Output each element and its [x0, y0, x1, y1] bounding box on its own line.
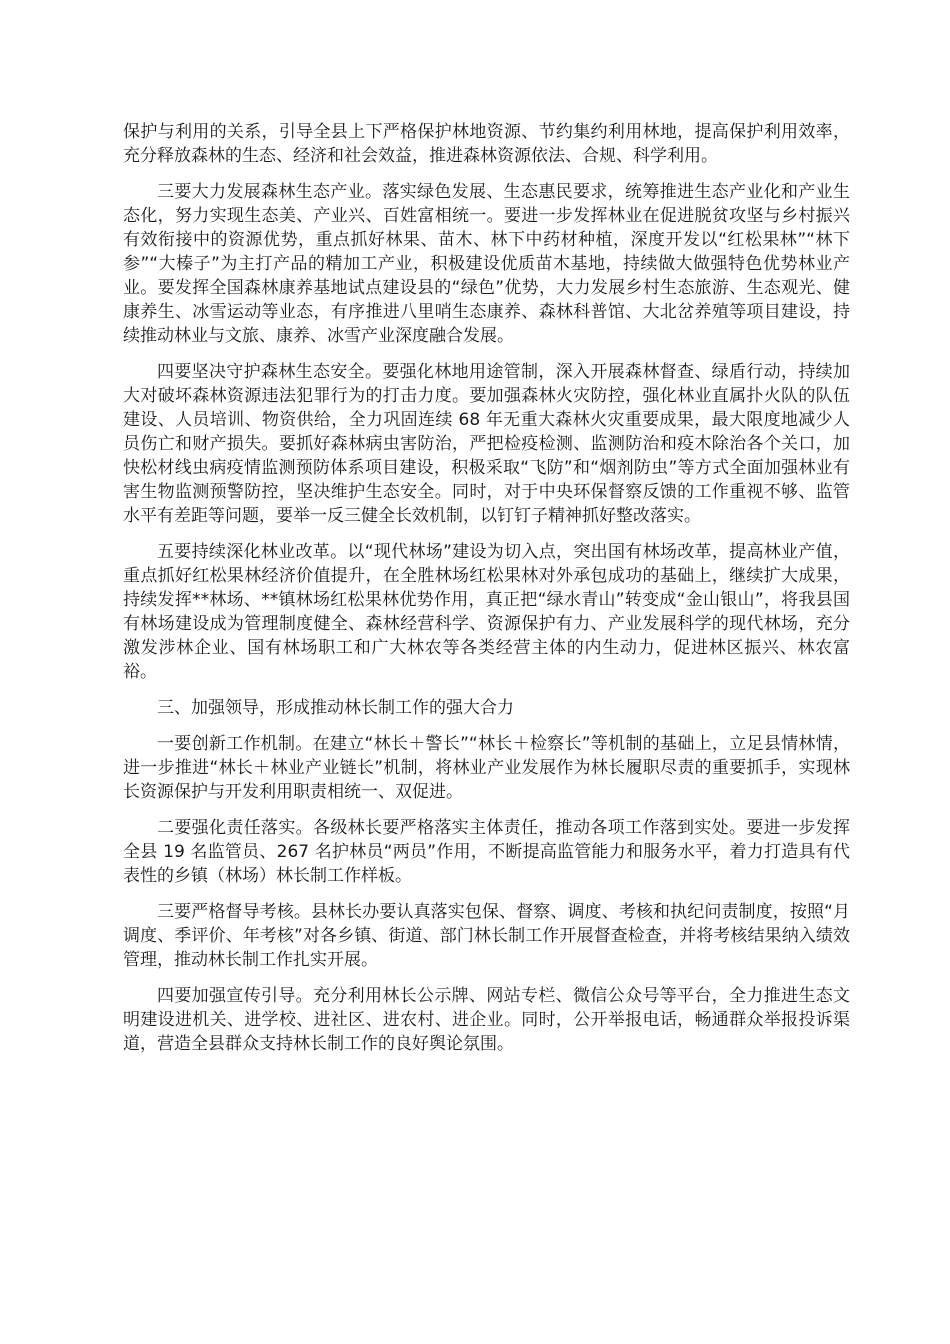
document-page: [123, 120, 850, 1068]
section-heading-leadership: 三、加强领导，形成推动林长制工作的强大合力: [157, 698, 514, 718]
paragraph-supervision: 三要严格督导考核。县林长办要认真落实包保、督察、调度、考核和执纪问责制度，按照“月调度、季评价、年考核”对各乡镇、街道、部门林长制工作开展督查检查，并将考核结果纳入绩效管理，推动林长制工作扎实开展。: [123, 902, 850, 970]
paragraph-continuation: 保护与利用的关系，引导全县上下严格保护林地资源、节约集约利用林地，提高保护利用效率，充分释放森林的生态、经济和社会效益，推进森林资源依法、合规、科学利用。: [123, 122, 850, 166]
paragraph-forest-industry: 三要大力发展森林生态产业。落实绿色发展、生态惠民要求，统筹推进生态产业化和产业生态化，努力实现生态美、产业兴、百姓富相统一。要进一步发挥林业在促进脱贫攻坚与乡村振兴有效衔接中的资源优势，重点抓好林果、苗木、林下中药材种植，深度开发以“红松果林”“林下参”“大榛子”为主打产品的精加工产业，积极建设优质苗木基地，持续做大做强特色优势林业产业。要发挥全国森林康养基地试点建设县的“绿色”优势，大力发展乡村生态旅游、生态观光、健康养生、冰雪运动等业态，有序推进八里哨生态康养、森林科普馆、大北岔养殖等项目建设，持续推动林业与文旅、康养、冰雪产业深度融合发展。: [123, 182, 850, 346]
paragraph-responsibility: 二要强化责任落实。各级林长要严格落实主体责任，推动各项工作落到实处。要进一步发挥全县 19 名监管员、267 名护林员“两员”作用，不断提高监管能力和服务水平，着力打造具有代表性的乡镇（林场）林长制工作样板。: [123, 818, 850, 886]
paragraph-publicity: 四要加强宣传引导。充分利用林长公示牌、网站专栏、微信公众号等平台，全力推进生态文明建设进机关、进学校、进社区、进农村、进企业。同时，公开举报电话，畅通群众举报投诉渠道，营造全县群众支持林长制工作的良好舆论氛围。: [123, 986, 850, 1054]
paragraph-forest-safety: 四要坚决守护森林生态安全。要强化林地用途管制，深入开展森林督查、绿盾行动，持续加大对破坏森林资源违法犯罪行为的打击力度。要加强森林火灾防控，强化林业直属扑火队的队伍建设、人员培训、物资供给，全力巩固连续 68 年无重大森林火灾重要成果，最大限度地减少人员伤亡和财产损失。要抓好森林病虫害防治，严把检疫检测、监测防治和疫木除治各个关口，加快松材线虫病疫情监测预防体系项目建设，积极采取“飞防”和“烟剂防虫”等方式全面加强林业有害生物监测预警防控，坚决维护生态安全。同时，对于中央环保督察反馈的工作重视不够、监管水平有差距等问题，要举一反三健全长效机制，以钉钉子精神抓好整改落实。: [123, 362, 850, 526]
paragraph-forestry-reform: 五要持续深化林业改革。以“现代林场”建设为切入点，突出国有林场改革，提高林业产值，重点抓好红松果林经济价值提升，在全胜林场红松果林对外承包成功的基础上，继续扩大成果，持续发挥**林场、**镇林场红松果林优势作用，真正把“绿水青山”转变成“金山银山”，将我县国有林场建设成为管理制度健全、森林经营科学、资源保护有力、产业发展科学的现代林场，充分激发涉林企业、国有林场职工和广大林农等各类经营主体的内生动力，促进林区振兴、林农富裕。: [123, 542, 850, 682]
paragraph-work-mechanism: 一要创新工作机制。在建立“林长＋警长”“林长＋检察长”等机制的基础上，立足县情林情，进一步推进“林长＋林业产业链长”机制，将林业产业发展作为林长履职尽责的重要抓手，实现林长资源保护与开发利用职责相统一、双促进。: [123, 734, 850, 802]
